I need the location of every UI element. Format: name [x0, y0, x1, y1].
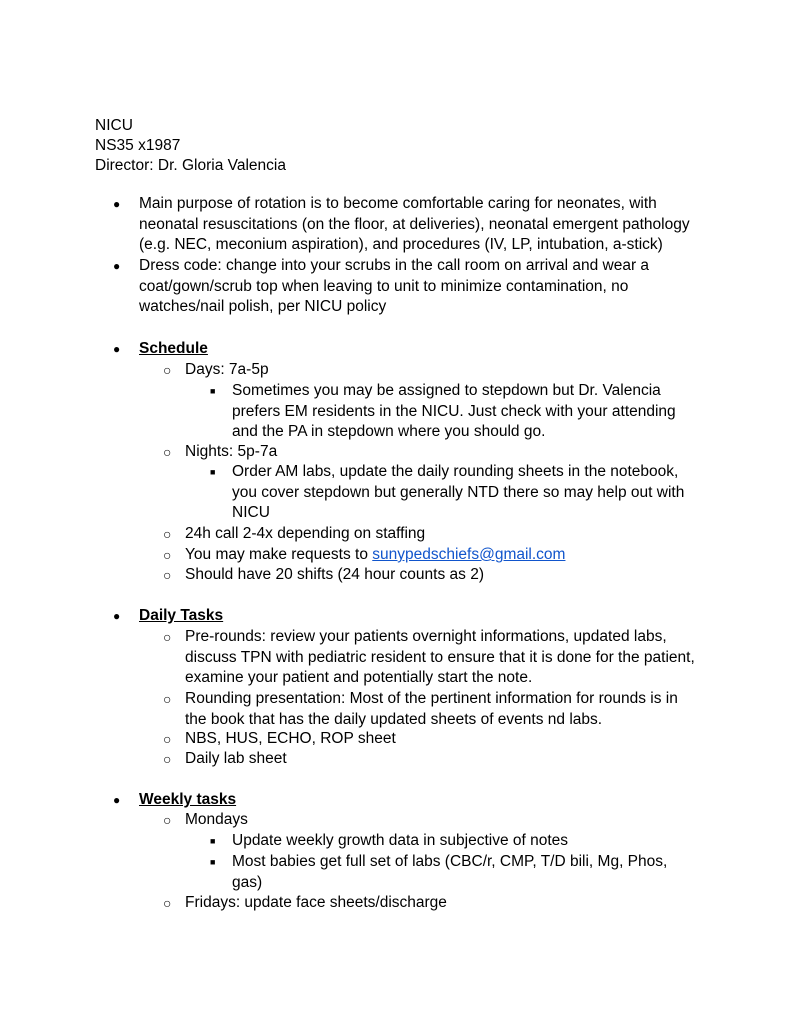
text-line: examine your patient and potentially start the note.: [185, 669, 533, 686]
bullet-icon: ●: [113, 609, 121, 623]
text-line: Order AM labs, update the daily rounding sheets in the notebook,: [232, 463, 679, 480]
fridays-item: Fridays: update face sheets/discharge: [185, 894, 447, 911]
circle-bullet-icon: ○: [163, 526, 172, 542]
growth-data-item: [232, 831, 702, 852]
bullet-icon: ●: [113, 342, 121, 356]
bullet-icon: ●: [113, 793, 121, 807]
text-line: Main purpose of rotation is to become comfortable caring for neonates, with: [139, 195, 657, 212]
text-line: discuss TPN with pediatric resident to ensure that it is done for the patient,: [185, 648, 695, 666]
requests-item: [185, 545, 705, 566]
circle-bullet-icon: ○: [163, 751, 172, 767]
days-note: [232, 381, 702, 443]
circle-bullet-icon: ○: [163, 362, 172, 378]
purpose-paragraph: [139, 194, 739, 256]
text-line: Pre-rounds: review your patients overnight informations, updated labs,: [185, 628, 667, 645]
circle-bullet-icon: ○: [163, 444, 172, 460]
email-link[interactable]: sunypedschiefs@gmail.com: [372, 546, 566, 563]
circle-bullet-icon: ○: [163, 895, 172, 911]
circle-bullet-icon: ○: [163, 567, 172, 583]
doc-title: NICU: [95, 117, 133, 134]
shifts-item: Should have 20 shifts (24 hour counts as 2): [185, 566, 484, 583]
dress-code-paragraph: [139, 256, 739, 318]
circle-bullet-icon: ○: [163, 691, 172, 707]
requests-text: You may make requests to: [185, 546, 373, 563]
text-line: gas): [232, 873, 263, 891]
text-line: Update weekly growth data in subjective of notes: [232, 832, 569, 849]
mondays-item: Mondays: [185, 811, 248, 828]
director-line: Director: Dr. Gloria Valencia: [95, 157, 286, 174]
square-bullet-icon: ■: [210, 836, 216, 846]
text-line: and the PA in stepdown where you should go.: [232, 423, 546, 440]
call-item: 24h call 2-4x depending on staffing: [185, 525, 426, 542]
nights-note: [232, 462, 702, 524]
text-line: Dress code: change into your scrubs in the call room on arrival and wear a: [139, 257, 650, 274]
labs-item: [232, 852, 702, 893]
circle-bullet-icon: ○: [163, 731, 172, 747]
text-line: neonatal resuscitations (on the floor, at deliveries), neonatal emergent pathology: [139, 215, 690, 233]
text-line: (e.g. NEC, meconium aspiration), and procedures (IV, LP, intubation, a-stick): [139, 236, 663, 253]
text-line: watches/nail polish, per NICU policy: [139, 298, 387, 315]
text-line: coat/gown/scrub top when leaving to unit to minimize contamination, no: [139, 277, 629, 295]
prerounds-item: [185, 627, 725, 689]
circle-bullet-icon: ○: [163, 812, 172, 828]
nbs-item: NBS, HUS, ECHO, ROP sheet: [185, 730, 396, 747]
bullet-icon: ●: [113, 259, 121, 273]
text-line: NICU: [232, 504, 270, 521]
phone-extension: NS35 x1987: [95, 137, 181, 154]
square-bullet-icon: ■: [210, 857, 216, 867]
text-line: Most babies get full set of labs (CBC/r, CMP, T/D bili, Mg, Phos,: [232, 853, 668, 870]
circle-bullet-icon: ○: [163, 547, 172, 563]
text-line: Rounding presentation: Most of the pertinent information for rounds is in: [185, 690, 678, 707]
text-line: the book that has the daily updated sheets of events nd labs.: [185, 710, 603, 728]
circle-bullet-icon: ○: [163, 629, 172, 645]
square-bullet-icon: ■: [210, 467, 216, 477]
schedule-heading: Schedule: [139, 340, 208, 357]
text-line: Sometimes you may be assigned to stepdown but Dr. Valencia: [232, 382, 661, 399]
nights-item: Nights: 5p-7a: [185, 443, 278, 460]
daily-tasks-heading: Daily Tasks: [139, 607, 224, 624]
lab-sheet-item: Daily lab sheet: [185, 750, 287, 767]
bullet-icon: ●: [113, 197, 121, 211]
text-line: prefers EM residents in the NICU. Just check with your attending: [232, 402, 676, 420]
weekly-tasks-heading: Weekly tasks: [139, 791, 237, 808]
text-line: you cover stepdown but generally NTD there so may help out with: [232, 483, 685, 501]
rounding-item: [185, 689, 705, 730]
days-item: Days: 7a-5p: [185, 361, 269, 378]
square-bullet-icon: ■: [210, 386, 216, 396]
